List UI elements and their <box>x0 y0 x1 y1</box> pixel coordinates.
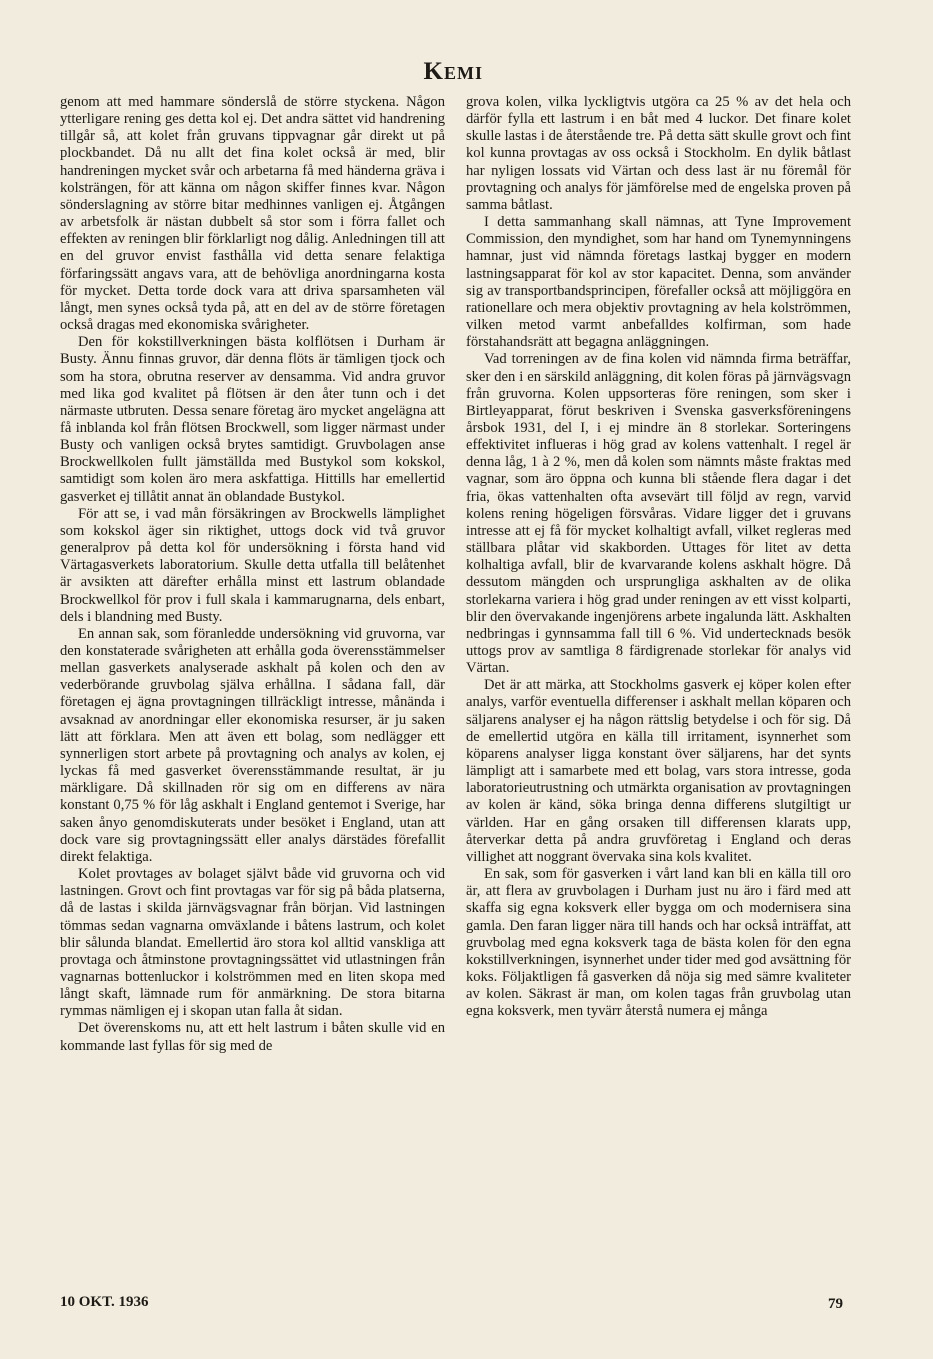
section-header: Kemi <box>423 58 483 85</box>
paragraph: För att se, i vad mån försäkringen av Brockwells lämplighet som kokskol äger sin riktighet, uttogs dock vid två gruvor generalprov på detta kol för undersökning i första hand vid Värtagasverkets laboratorium. Skulle detta utfalla till belåtenhet är avsikten att därefter erhålla minst ett lastrum oblandade Brockwellkol för prov i full skala i kammarugnarna, dels enbart, dels i blandning med Busty. <box>60 505 445 625</box>
page-number: 79 <box>828 1296 843 1312</box>
left-column <box>60 94 445 1055</box>
paragraph: En annan sak, som föranledde undersökning vid gruvorna, var den konstaterade svårigheten att erhålla goda överensstämmelser mellan gasverkets analyserade askhalt på kolen och den av vederbörande gruvbolag själva erhållna. I sådana fall, där företagen ej ägna provtagningen tillräckligt intresse, månända i avsaknad av anordningar eller ekonomiska resurser, är ju saken lätt att förklara. Men att även ett bolag, som nedlägger ett synnerligen stort arbete på provtagning och analys av kolen, ej lyckas få med gasverket överensstämmande resultat, är ju märkligare. Då skillnaden rör sig om en differens av nära konstant 0,75 % för låg askhalt i England gentemot i Sverige, har saken ånyo genomdiskuterats under besöket i England, utan att dock vare sig provtagningssätt eller analys därstädes förefallit direkt felaktiga. <box>60 625 445 865</box>
paragraph: grova kolen, vilka lyckligtvis utgöra ca 25 % av det hela och därför fylla ett lastrum i en båt med 4 luckor. Det finare kolet skulle lastas i de återstående tre. På detta sätt skulle grovt och fint kol kunna provtagas av oss också i Stockholm. En dylik båtlast har nyligen lossats vid Värtan och dess last är nu föremål för provtagning och analys för jämförelse med de engelska proven på samma båtlast. <box>466 94 851 213</box>
paragraph: I detta sammanhang skall nämnas, att Tyne Improvement Commission, den myndighet, som har hand om Tynemynningens hamnar, just vid nämnda företags lastkaj bygger en modern lastningsapparat för kol av stor kapacitet. Denna, som använder sig av transportbandsprincipen, förefaller också att möjliggöra en rationellare och mera objektiv provtagning av hela kolströmmen, vilken metod varmt anbefalldes kolfirman, som hade förstahandsrätt att begagna anläggningen. <box>466 214 851 351</box>
paragraph: Kolet provtages av bolaget självt både vid gruvorna och vid lastningen. Grovt och fint provtagas var för sig på båda platserna, då de lastas i skilda järnvägsvagnar från början. Vid lastningen tömmas sedan vagnarna omväxlande i båtens lastrum, och kolet blir sålunda blandat. Emellertid äro stora kol alltid vanskliga att provtaga och åtminstone provtagningssättet vid utlastningen från vagnarnas bottenluckor i kolströmmen med en liten skopa med långt skaft, lämnade rum för anmärkning. De stora bitarna rymmas nämligen ej i skopan utan falla åt sidan. <box>60 866 445 1020</box>
right-column <box>466 94 851 1020</box>
paragraph: Det är att märka, att Stockholms gasverk ej köper kolen efter analys, varför eventuella differenser i askhalt mellan köparen och säljarens analyser ej ha någon rättslig betydelse i och för sig. Då de emellertid utgöra en källa till irritament, isynnerhet som köparens analyser ligga konstant över säljarens, har det synts lämpligt att i samarbete med ett bolag, vars stora intresse, goda laboratorieutrustning och utmärkta organisation av provtagningen av kolen är känd, söka bringa denna differens slutgiltigt ur världen. Har en gång orsaken till differensen klarats upp, återverkar detta på andra gruvföretag i England och deras villighet att noggrant övervaka sina kols kvalitet. <box>466 677 851 865</box>
paragraph: Den för kokstillverkningen bästa kolflötsen i Durham är Busty. Ännu finnas gruvor, där denna flöts är tämligen tjock och som ha stora, obrutna reserver av densamma. Vid andra gruvor med lika god kvalitet på flötsen är den åter tunn och i det närmaste utbruten. Dessa senare företag äro mycket angelägna att få inblanda kol från flötsen Brockwell, som ligger närmast under Busty och vanligen också brytes samtidigt. Gruvbolagen anse Brockwellkolen fullt jämställda med Bustykol som kokskol, samtidigt som kolen äro mera askfattiga. Hittills har emellertid gasverket ej tillåtit annat än oblandade Bustykol. <box>60 334 445 505</box>
issue-date: 10 OKT. 1936 <box>60 1294 149 1310</box>
paragraph: genom att med hammare sönderslå de större styckena. Någon ytterligare rening ges detta kol ej. Det andra sättet vid handrening tillgår så, att kolet från gruvans tippvagnar går direkt ut på plockbandet. Då nu allt det fina kolet också är med, blir handreningen mycket svår och arbetarna få med händerna gräva i kolsträngen, för att känna om någon skiffer finnes kvar. Någon sönderslagning av större bitar medhinnes vanligen ej. Åtgången av arbetsfolk är nästan dubbelt så stor som i förra fallet och effekten av reningen blir förklarligt nog dålig. Anledningen till att en del gruvor envist fasthålla vid detta senare felaktiga förfaringssätt angavs vara, att de behövliga anordningarna kosta för mycket. Detta torde dock vara att driva sparsamheten väl långt, men synes också tyda på, att en del av de större företagen också dragas med ekonomiska svårigheter. <box>60 94 445 334</box>
paragraph: En sak, som för gasverken i vårt land kan bli en källa till oro är, att flera av gruvbolagen i Durham just nu äro i färd med att skaffa sig egna koksverk eller bygga om och modernisera sina gamla. Den faran ligger nära till hands och har också inträffat, att gruvbolag med egna koksverk taga de bästa kolen för den egna kokstillverkningen, isynnerhet under tider med god avsättning för koks. Följaktligen få gasverken då nöja sig med sämre kvaliteter av kolen. Säkrast är man, om kolen tagas från gruvbolag utan egna koksverk, men tyvärr återstå numera ej många <box>466 866 851 1020</box>
paragraph: Det överenskoms nu, att ett helt lastrum i båten skulle vid en kommande last fyllas för sig med de <box>60 1020 445 1054</box>
paragraph: Vad torreningen av de fina kolen vid nämnda firma beträffar, sker den i en särskild anläggning, dit kolen föras på järnvägsvagn från gruvorna. Kolen uppsorteras före reningen, som sker i Birtleyapparat, förut beskriven i Svenska gasverksföreningens årsbok 1931, del I, i ej mindre än 8 storlekar. Sorteringens effektivitet influeras i hög grad av kolens vattenhalt. I regel är denna låg, 1 à 2 %, men då kolen som nämnts måste fraktas med vagnar, som äro öppna och kunna bli stående flera dagar i det fria, ökas vattenhalten ofta avsevärt till följd av regn, varvid kolens rening högeligen försvåras. Vidare ligger det i gruvans intresse att ej få för mycket kolhaltigt avfall, vilket regleras med ställbara plåtar vid skakborden. Uttages för litet av detta kolhaltiga avfall, blir de kvarvarande kolens askhalt högre. Då dessutom mängden och ursprungliga askhalten av de olika storlekarna variera i hög grad under reningen av ett visst kolparti, blir den övervakande ingenjörens arbete ingalunda lätt. Askhalten nedbringas i gynnsamma fall till 6 %. Vid undertecknads besök uttogs prov av samtliga 8 färdigrenade storlekar för analys vid Värtan. <box>466 351 851 677</box>
